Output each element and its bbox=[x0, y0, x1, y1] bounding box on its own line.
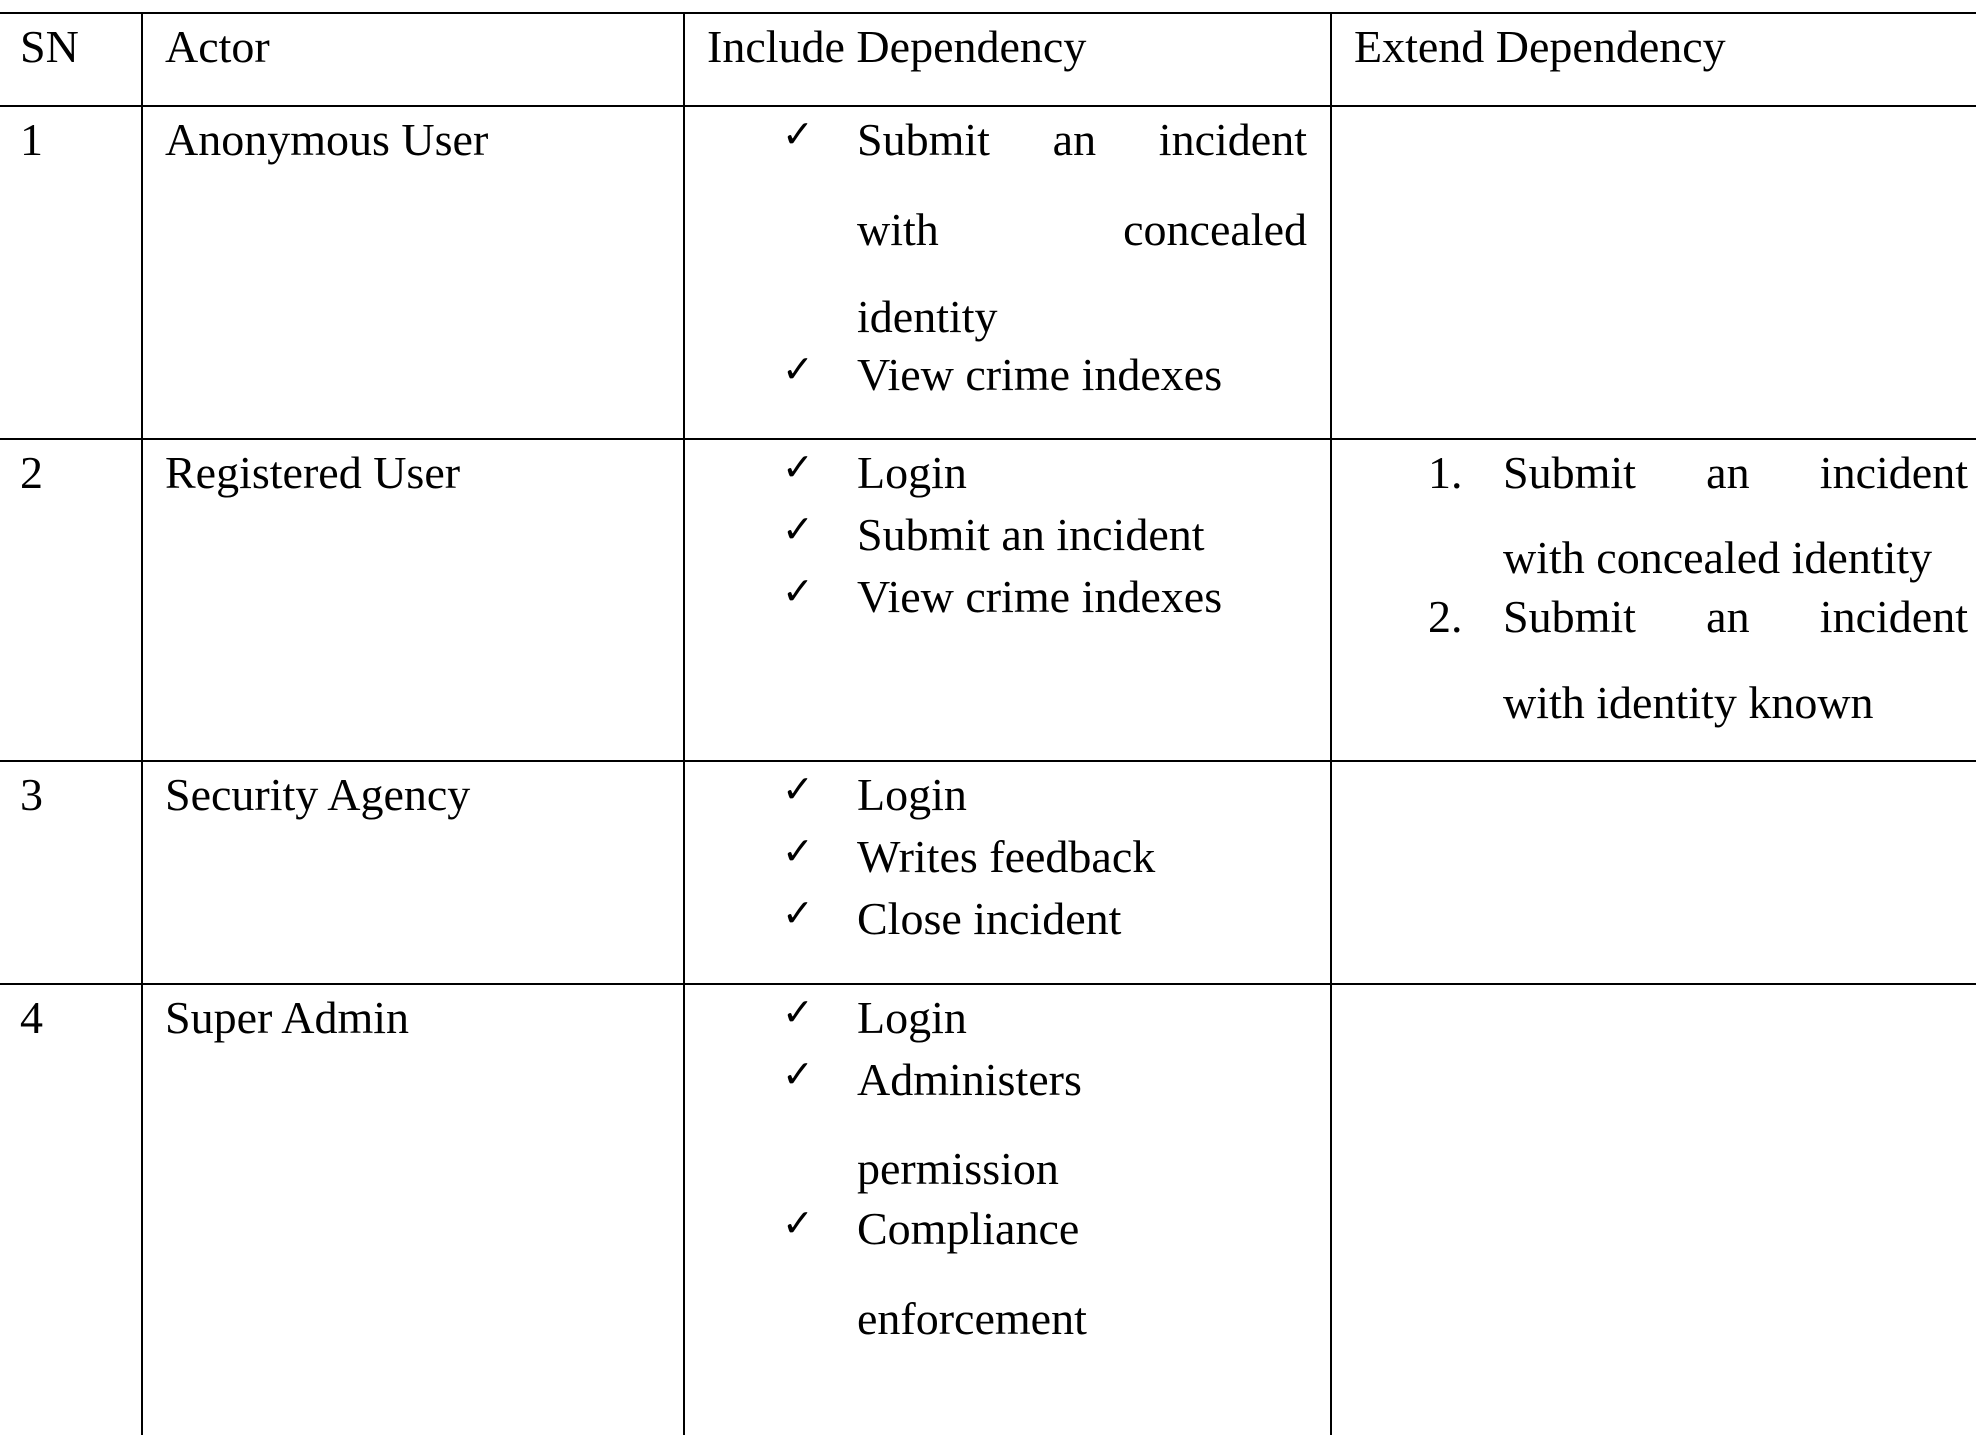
check-icon: ✓ bbox=[782, 829, 814, 873]
check-icon: ✓ bbox=[782, 347, 814, 391]
row-2-extend-2-line-1 bbox=[1503, 591, 1968, 642]
word: Submit bbox=[857, 114, 990, 165]
column-divider-3 bbox=[1330, 12, 1332, 1435]
word: an bbox=[1052, 114, 1097, 165]
row-1-include-1-line-3: identity bbox=[857, 291, 998, 342]
row-2-extend-2-line-2: with identity known bbox=[1503, 677, 1874, 728]
row-divider-1 bbox=[0, 438, 1976, 440]
column-divider-2 bbox=[683, 12, 685, 1435]
check-icon: ✓ bbox=[782, 1052, 814, 1096]
check-icon: ✓ bbox=[782, 569, 814, 613]
check-icon: ✓ bbox=[782, 1201, 814, 1245]
header-include-dependency: Include Dependency bbox=[707, 21, 1087, 72]
header-actor: Actor bbox=[165, 21, 270, 72]
row-4-sn: 4 bbox=[20, 992, 43, 1043]
row-1-include-2: View crime indexes bbox=[857, 349, 1223, 400]
row-1-sn: 1 bbox=[20, 114, 43, 165]
row-2-extend-1-line-2: with concealed identity bbox=[1503, 532, 1933, 583]
row-2-include-1: Login bbox=[857, 447, 967, 498]
table-border-top bbox=[0, 12, 1976, 14]
check-icon: ✓ bbox=[782, 445, 814, 489]
row-4-include-2-line-2: permission bbox=[857, 1143, 1059, 1194]
word: Submit bbox=[1503, 591, 1636, 642]
check-icon: ✓ bbox=[782, 507, 814, 551]
word: incident bbox=[1819, 447, 1968, 498]
check-icon: ✓ bbox=[782, 990, 814, 1034]
row-2-extend-1-number: 1. bbox=[1428, 447, 1463, 498]
check-icon: ✓ bbox=[782, 891, 814, 935]
row-4-include-3-line-2: enforcement bbox=[857, 1293, 1087, 1344]
row-2-sn: 2 bbox=[20, 447, 43, 498]
word: incident bbox=[1819, 591, 1968, 642]
check-icon: ✓ bbox=[782, 112, 814, 156]
row-1-include-1-line-1 bbox=[857, 114, 1307, 165]
header-divider bbox=[0, 105, 1976, 107]
word: with bbox=[857, 204, 939, 255]
row-1-actor: Anonymous User bbox=[165, 114, 489, 165]
row-3-include-2: Writes feedback bbox=[857, 831, 1156, 882]
row-1-include-1-line-2 bbox=[857, 204, 1307, 255]
row-divider-3 bbox=[0, 983, 1976, 985]
row-4-include-3-line-1: Compliance bbox=[857, 1203, 1080, 1254]
row-2-include-2: Submit an incident bbox=[857, 509, 1205, 560]
row-4-include-1: Login bbox=[857, 992, 967, 1043]
row-2-include-3: View crime indexes bbox=[857, 571, 1223, 622]
header-sn: SN bbox=[20, 21, 79, 72]
row-2-actor: Registered User bbox=[165, 447, 461, 498]
check-icon: ✓ bbox=[782, 767, 814, 811]
word: concealed bbox=[1123, 204, 1307, 255]
word: an bbox=[1706, 591, 1750, 642]
row-3-actor: Security Agency bbox=[165, 769, 471, 820]
row-divider-2 bbox=[0, 760, 1976, 762]
row-2-extend-2-number: 2. bbox=[1428, 591, 1463, 642]
row-2-extend-1-line-1 bbox=[1503, 447, 1968, 498]
row-3-sn: 3 bbox=[20, 769, 43, 820]
row-4-actor: Super Admin bbox=[165, 992, 410, 1043]
row-3-include-3: Close incident bbox=[857, 893, 1122, 944]
header-extend-dependency: Extend Dependency bbox=[1354, 21, 1726, 72]
row-4-include-2-line-1: Administers bbox=[857, 1054, 1082, 1105]
column-divider-1 bbox=[141, 12, 143, 1435]
row-3-include-1: Login bbox=[857, 769, 967, 820]
word: incident bbox=[1158, 114, 1307, 165]
word: an bbox=[1706, 447, 1750, 498]
word: Submit bbox=[1503, 447, 1636, 498]
